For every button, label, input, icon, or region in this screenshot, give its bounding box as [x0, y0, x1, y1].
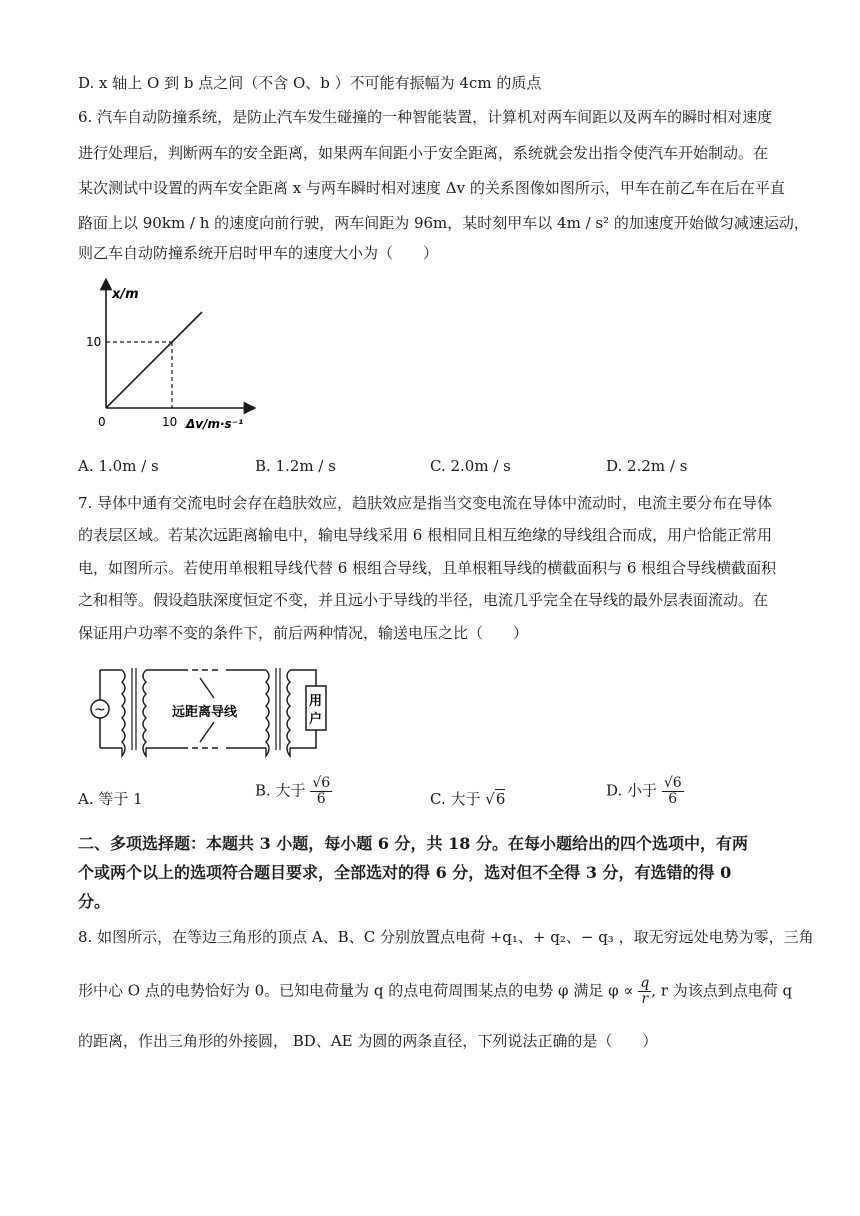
- q6-option-c: C. 2.0m / s: [430, 457, 511, 475]
- q8-line-2-part-a: 形中心 O 点的电势恰好为 0。已知电荷量为 q 的点电荷周围某点的电势 φ 满足 φ ∝: [78, 981, 634, 1000]
- q7-option-b-prefix: B. 大于: [255, 781, 306, 800]
- q7-stem-line-3: 电，如图所示。若使用单根粗导线代替 6 根组合导线，且单根粗导线的横截面积与 6 根组合导线横截面积: [78, 559, 777, 577]
- step-up-secondary-coil: [143, 670, 146, 756]
- user-label-top: 用: [309, 694, 323, 709]
- q7-option-d-prefix: D. 小于: [606, 781, 658, 800]
- q7-stem-line-4: 之和相等。假设趋肤深度恒定不变，并且远小于导线的半径，电流几乎完全在导线的最外层表面流动。在: [78, 591, 769, 609]
- step-down-secondary-coil: [287, 670, 290, 756]
- x-axis-label: Δv/m·s⁻¹: [186, 417, 244, 431]
- q7-option-b: [255, 776, 332, 807]
- q6-stem-line-3: 某次测试中设置的两车安全距离 x 与两车瞬时相对速度 Δv 的关系图像如图所示，甲车在前乙车在后在平直: [78, 179, 785, 197]
- user-label-bottom: 户: [309, 712, 323, 727]
- q7-stem-line-5: 保证用户功率不变的条件下，前后两种情况，输送电压之比（ ）: [78, 624, 529, 642]
- q6-option-d: D. 2.2m / s: [606, 457, 688, 475]
- fraction-denominator: r: [641, 991, 649, 1007]
- section2-heading-line-2: 个或两个以上的选项符合题目要求，全部选对的得 6 分，选对但不全得 3 分，有选错的得 0: [78, 863, 732, 882]
- fraction-numerator: q: [640, 975, 650, 991]
- sqrt-symbol: √: [485, 790, 495, 808]
- transmission-line-label: 远距离导线: [172, 705, 238, 720]
- section2-heading-line-1: 二、多项选择题：本题共 3 小题，每小题 6 分，共 18 分。在每小题给出的四个选项中，有两: [78, 834, 748, 853]
- q6-stem-line-2: 进行处理后，判断两车的安全距离，如果两车间距小于安全距离，系统就会发出指令使汽车开始制动。在: [78, 144, 769, 162]
- q8-stem-line-1: 8. 如图所示，在等边三角形的顶点 A、B、C 分别放置点电荷 +q₁、+ q₂、− q₃ ，取无穷远处电势为零，三角: [78, 928, 814, 946]
- q6-x-dv-graph: [78, 278, 278, 438]
- q7-option-d-fraction: [662, 776, 684, 807]
- q6-option-a: A. 1.0m / s: [78, 457, 159, 475]
- q7-stem-line-2: 的表层区域。若某次远距离输电中，输电导线采用 6 根相同且相互绝缘的导线组合而成，用户恰能正常用: [78, 526, 773, 544]
- q8-potential-fraction: [638, 976, 651, 1007]
- y-tick-label: 10: [86, 335, 102, 349]
- origin-label: 0: [98, 415, 106, 429]
- step-down-primary-coil: [266, 670, 269, 756]
- section2-heading-line-3: 分。: [78, 892, 111, 911]
- q6-stem-line-4: 路面上以 90km / h 的速度向前行驶，两车间距为 96m，某时刻甲车以 4m / s² 的加速度开始做匀减速运动，: [78, 214, 809, 232]
- ac-source-symbol: ~: [94, 702, 106, 718]
- q6-option-b: B. 1.2m / s: [255, 457, 336, 475]
- q7-option-c: [430, 788, 505, 810]
- q8-stem-line-3: 的距离，作出三角形的外接圆， BD、AE 为圆的两条直径，下列说法正确的是（ ）: [78, 1032, 658, 1050]
- fraction-numerator: √6: [312, 775, 331, 791]
- sqrt-value: 6: [495, 790, 506, 808]
- q7-transmission-diagram: [80, 662, 340, 758]
- step-up-primary-coil: [122, 670, 125, 756]
- q7-option-c-prefix: C. 大于: [430, 790, 481, 808]
- q6-stem-line-1: 6. 汽车自动防撞系统，是防止汽车发生碰撞的一种智能装置，计算机对两车间距以及两车的瞬时相对速度: [78, 108, 773, 126]
- x-tick-label: 10: [162, 415, 178, 429]
- q7-option-b-fraction: [310, 776, 332, 807]
- fraction-denominator: 6: [316, 791, 326, 807]
- graph-line: [106, 312, 202, 408]
- fraction-numerator: √6: [663, 775, 682, 791]
- q8-line-2-part-b: , r 为该点到点电荷 q: [651, 981, 793, 1000]
- q6-stem-line-5: 则乙车自动防撞系统开启时甲车的速度大小为（ ）: [78, 244, 439, 262]
- q7-stem-line-1: 7. 导体中通有交流电时会存在趋肤效应，趋肤效应是指当交变电流在导体中流动时，电流主要分布在导体: [78, 494, 773, 512]
- q7-option-d: [606, 776, 684, 807]
- q5-option-d: D. x 轴上 O 到 b 点之间（不含 O、b ）不可能有振幅为 4cm 的质点: [78, 74, 542, 92]
- q7-option-a: A. 等于 1: [78, 790, 143, 808]
- y-axis-label: x/m: [112, 287, 139, 302]
- fraction-denominator: 6: [668, 791, 678, 807]
- q8-stem-line-2: [78, 976, 792, 1007]
